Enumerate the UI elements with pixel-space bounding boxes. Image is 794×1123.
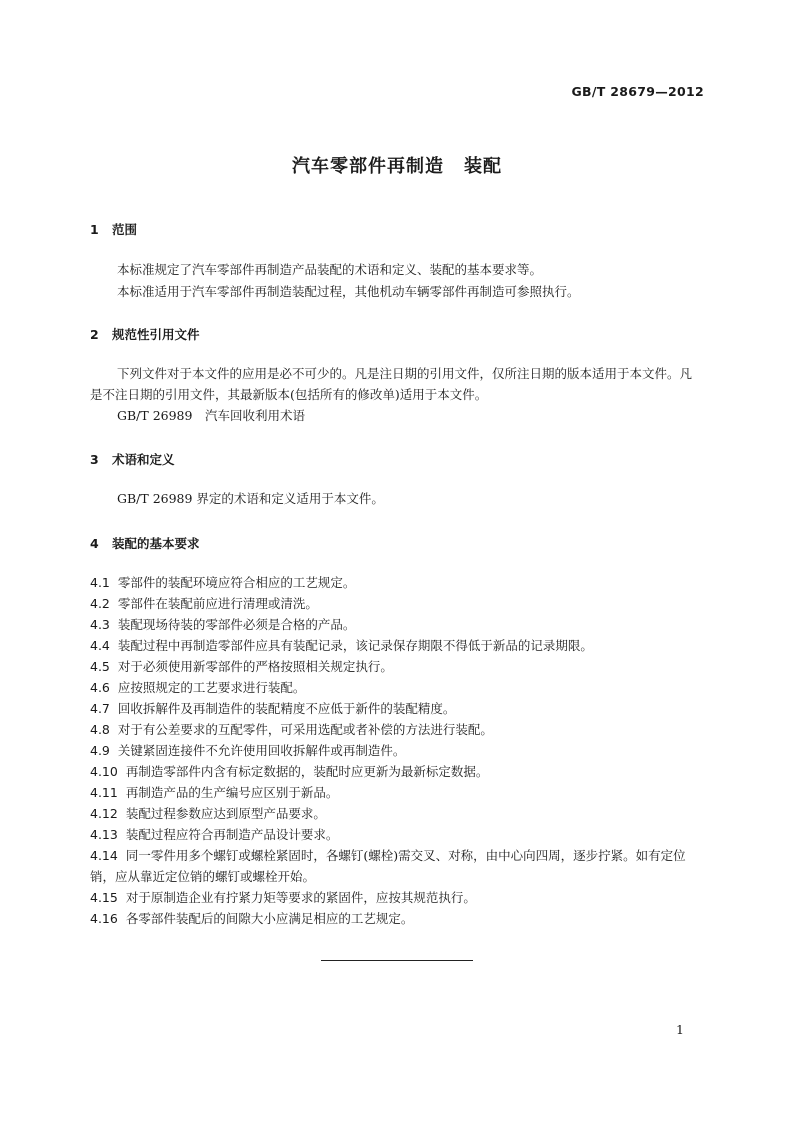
section-heading-normative-references (90, 325, 200, 343)
clause-number: 4.10 (90, 764, 118, 779)
list-item (90, 740, 704, 761)
clause-number: 4.9 (90, 743, 110, 758)
clause-text: 回收拆解件及再制造件的装配精度不应低于新件的装配精度。 (117, 701, 456, 716)
list-item (90, 719, 704, 740)
clause-number: 4.14 (90, 848, 118, 863)
clause-number: 4.4 (90, 638, 110, 653)
clause-number: 4.13 (90, 827, 118, 842)
clause-number: 4.7 (90, 701, 110, 716)
clause-number: 4.8 (90, 722, 110, 737)
list-item (90, 845, 704, 887)
clause-text: 对于必须使用新零部件的严格按照相关规定执行。 (117, 659, 393, 674)
list-item (90, 824, 704, 845)
clause-number: 4.6 (90, 680, 110, 695)
clause-text: 装配过程应符合再制造产品设计要求。 (125, 827, 339, 842)
list-item (90, 635, 704, 656)
list-item (90, 803, 704, 824)
clause-number: 4.1 (90, 575, 110, 590)
clause-text: 零部件的装配环境应符合相应的工艺规定。 (117, 575, 356, 590)
section-heading-scope (90, 220, 137, 238)
list-item (90, 887, 704, 908)
clause-text: 装配过程参数应达到原型产品要求。 (125, 806, 326, 821)
clause-number: 4.12 (90, 806, 118, 821)
list-item (90, 698, 704, 719)
standard-number: GB/T 28679—2012 (571, 84, 704, 99)
clause-number: 4.11 (90, 785, 118, 800)
section-title: 规范性引用文件 (112, 327, 200, 342)
list-item (90, 677, 704, 698)
list-item (90, 761, 704, 782)
section-heading-requirements (90, 534, 200, 552)
list-item (90, 908, 704, 929)
section-title: 术语和定义 (112, 452, 175, 467)
section-number: 4 (90, 536, 99, 551)
paragraph: 本标准规定了汽车零部件再制造产品装配的术语和定义、装配的基本要求等。 (117, 262, 543, 277)
clause-text: 装配过程中再制造零部件应具有装配记录，该记录保存期限不得低于新品的记录期限。 (117, 638, 593, 653)
section-number: 3 (90, 452, 99, 467)
document-title-sub: 装配 (464, 156, 502, 177)
document-title (0, 152, 794, 178)
clause-number: 4.16 (90, 911, 118, 926)
clause-text: 对于原制造企业有拧紧力矩等要求的紧固件，应按其规范执行。 (125, 890, 476, 905)
clause-text: 再制造零部件内含有标定数据的，装配时应更新为最新标定数据。 (125, 764, 489, 779)
section-title: 装配的基本要求 (112, 536, 200, 551)
end-of-document-rule (321, 960, 473, 961)
list-item (90, 656, 704, 677)
clause-text: 关键紧固连接件不允许使用回收拆解件或再制造件。 (117, 743, 406, 758)
paragraph: 本标准适用于汽车零部件再制造装配过程，其他机动车辆零部件再制造可参照执行。 (117, 284, 580, 299)
clause-number: 4.15 (90, 890, 118, 905)
clause-text: 同一零件用多个螺钉或螺栓紧固时，各螺钉(螺栓)需交叉、对称，由中心向四周，逐步拧紧。如有定位销，应从靠近定位销的螺钉或螺栓开始。 (90, 848, 686, 884)
clause-text: 应按照规定的工艺要求进行装配。 (117, 680, 306, 695)
page-number: 1 (676, 1022, 684, 1037)
list-item (90, 593, 704, 614)
clause-number: 4.3 (90, 617, 110, 632)
list-item (90, 614, 704, 635)
paragraph: 下列文件对于本文件的应用是必不可少的。凡是注日期的引用文件，仅所注日期的版本适用于本文件。凡是不注日期的引用文件，其最新版本(包括所有的修改单)适用于本文件。 (90, 366, 693, 402)
paragraph: GB/T 26989 界定的术语和定义适用于本文件。 (117, 491, 384, 506)
clause-number: 4.2 (90, 596, 110, 611)
document-title-main: 汽车零部件再制造 (292, 156, 444, 177)
list-item (90, 782, 704, 803)
clause-text: 零部件在装配前应进行清理或清洗。 (117, 596, 318, 611)
clause-text: 再制造产品的生产编号应区别于新品。 (125, 785, 339, 800)
section-number: 1 (90, 222, 99, 237)
list-item (90, 572, 704, 593)
clause-text: 对于有公差要求的互配零件，可采用选配或者补偿的方法进行装配。 (117, 722, 493, 737)
section-title: 范围 (112, 222, 138, 237)
reference-entry: GB/T 26989 汽车回收利用术语 (117, 408, 305, 423)
section-heading-terms (90, 450, 175, 468)
clause-text: 装配现场待装的零部件必须是合格的产品。 (117, 617, 356, 632)
clause-number: 4.5 (90, 659, 110, 674)
section-number: 2 (90, 327, 99, 342)
clause-text: 各零部件装配后的间隙大小应满足相应的工艺规定。 (125, 911, 414, 926)
